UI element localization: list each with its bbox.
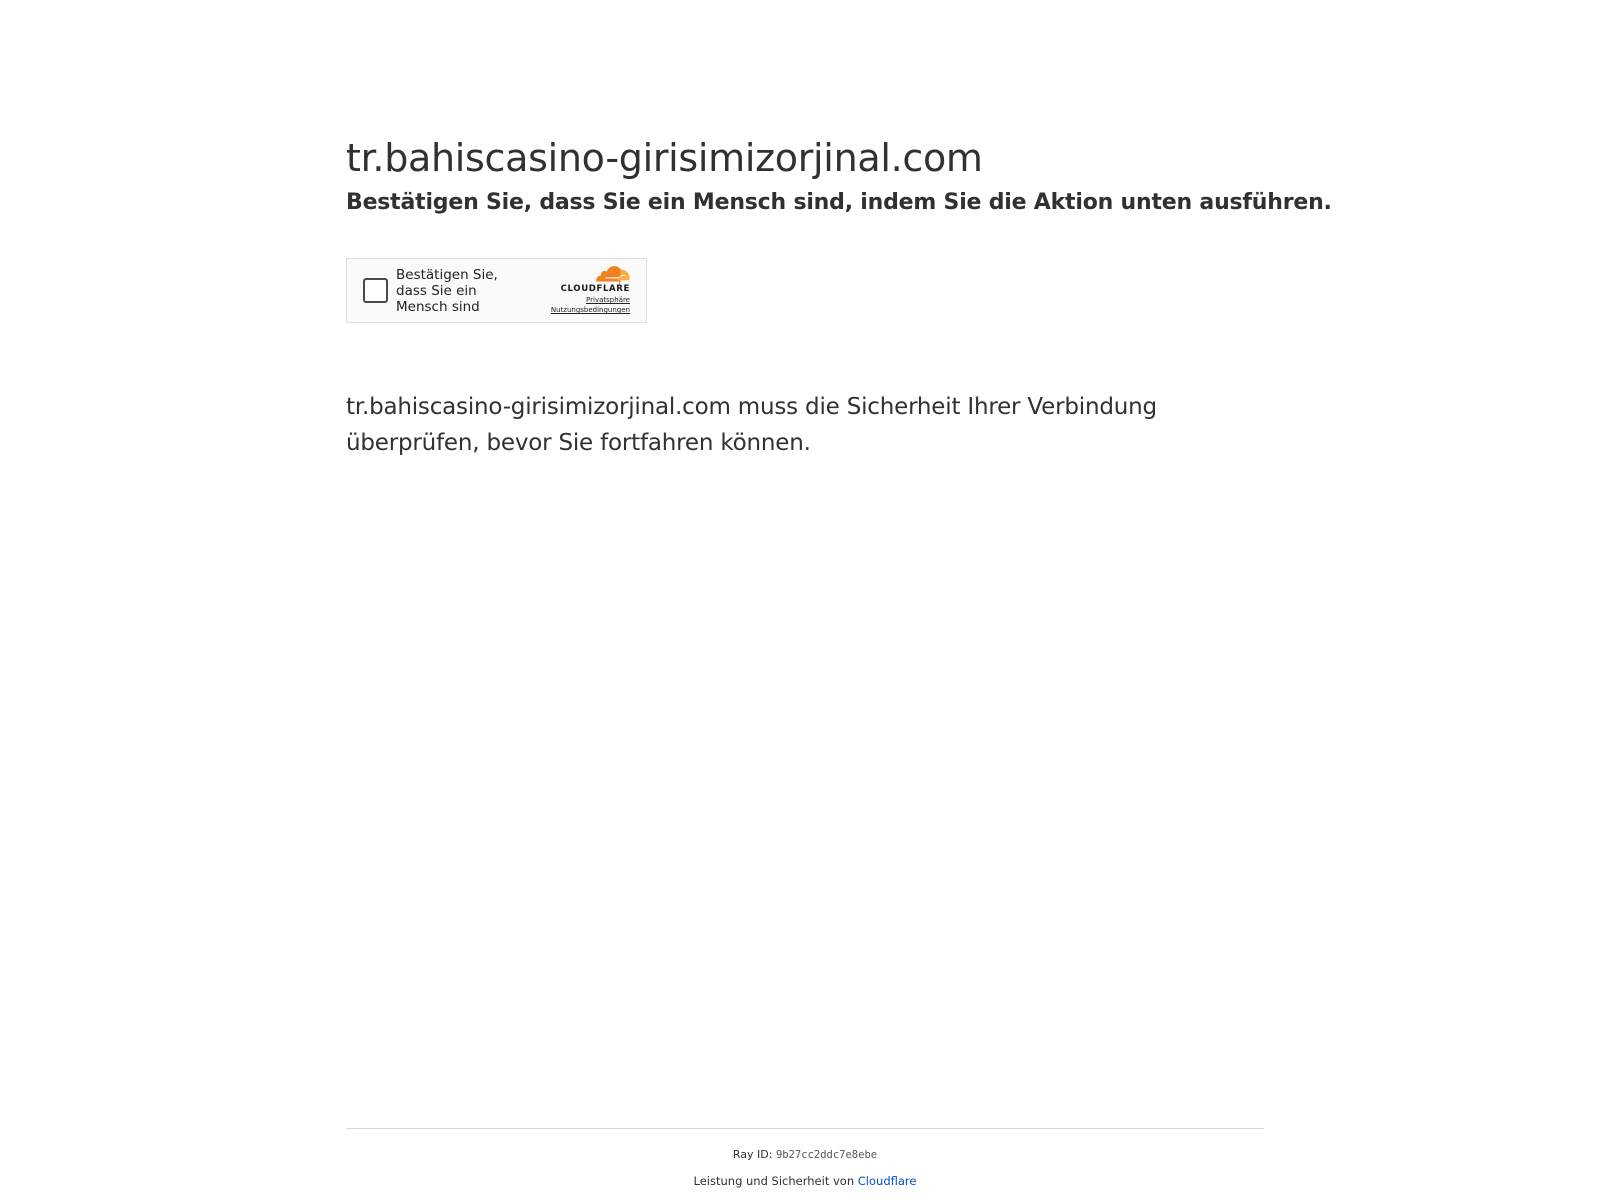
- ray-id-line: [346, 1147, 1264, 1163]
- performance-line: [346, 1173, 1264, 1189]
- footer: [346, 1128, 1264, 1189]
- cloudflare-branding: [551, 266, 630, 315]
- terms-link[interactable]: Nutzungsbedingungen: [550, 306, 630, 314]
- ray-id-value: 9b27cc2ddc7e8ebe: [775, 1149, 878, 1161]
- cloudflare-wordmark: CLOUDFLARE: [560, 284, 630, 294]
- cloudflare-cloud-icon: [594, 266, 630, 284]
- human-verification-checkbox[interactable]: [363, 278, 388, 303]
- privacy-link[interactable]: Privatsphäre: [586, 296, 630, 304]
- performance-text: Leistung und Sicherheit von: [693, 1174, 858, 1188]
- turnstile-widget: [346, 258, 647, 323]
- challenge-instruction: Bestätigen Sie, dass Sie ein Mensch sind, indem Sie die Aktion unten ausführen.: [346, 190, 1332, 215]
- security-check-message: tr.bahiscasino-girisimizorjinal.com muss die Sicherheit Ihrer Verbindung überprüfen, bevor Sie fortfahren können.: [346, 394, 1157, 456]
- site-title: tr.bahiscasino-girisimizorjinal.com: [346, 136, 983, 180]
- main-content: [346, 132, 1332, 461]
- cloudflare-link[interactable]: Cloudflare: [857, 1174, 917, 1188]
- ray-id-label: Ray ID:: [732, 1148, 776, 1161]
- checkbox-label: Bestätigen Sie, dass Sie ein Mensch sind: [396, 266, 498, 315]
